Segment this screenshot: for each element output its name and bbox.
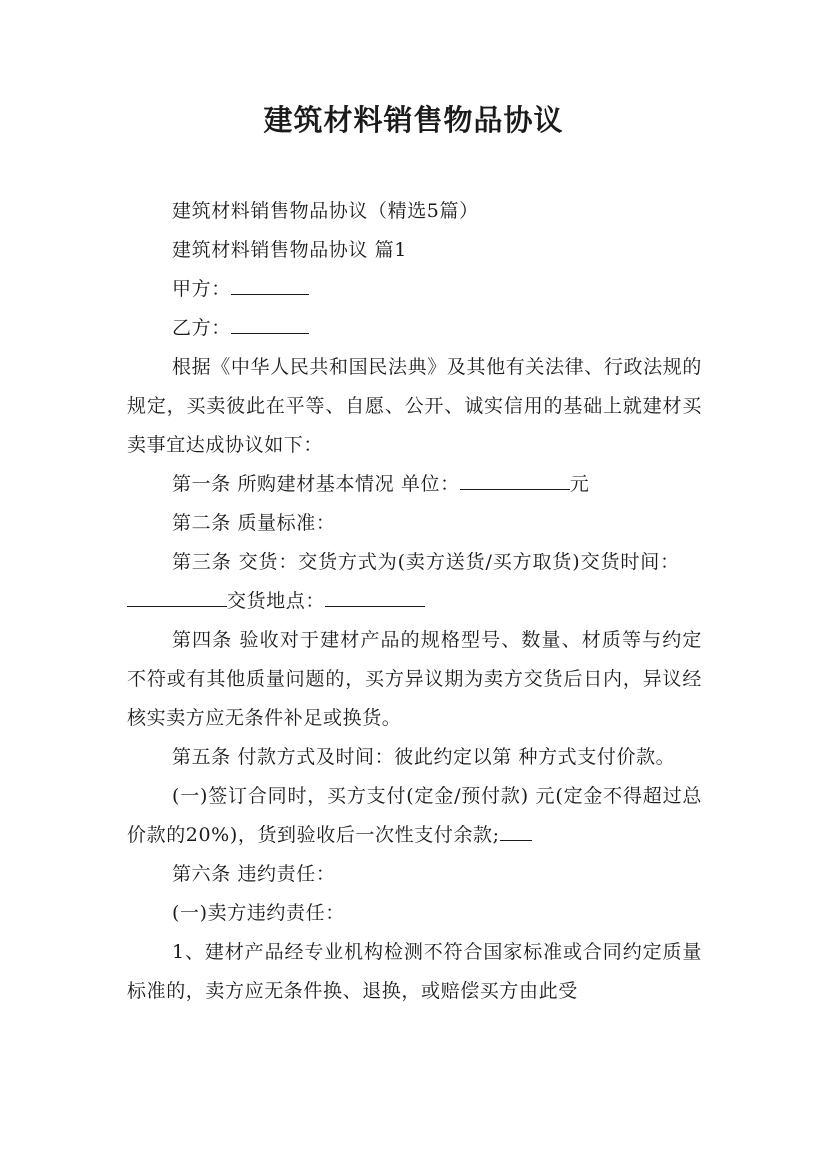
paragraph-article-1: [127, 465, 702, 504]
paragraph-party-a: [127, 270, 702, 309]
document-body: [127, 192, 702, 1011]
party-b-blank: [231, 313, 309, 334]
payment-1-text: (一)签订合同时，买方支付(定金/预付款) 元(定金不得超过总价款的20%)，货到验收后一次性支付余款;: [127, 785, 702, 846]
paragraph-legal-basis: 根据《中华人民共和国民法典》及其他有关法律、行政法规的规定，买卖彼此在平等、自愿、公开、诚实信用的基础上就建材买卖事宜达成协议如下：: [127, 356, 702, 456]
delivery-place-blank: [325, 586, 425, 607]
article-3-mid: 交货地点：: [227, 590, 326, 612]
paragraph-payment-1: [127, 777, 702, 855]
article-3-text: 第三条 交货：交货方式为(卖方送货/买方取货)交货时间：: [172, 551, 680, 573]
document-title: 建筑材料销售物品协议: [263, 103, 564, 137]
paragraph-article-3: [127, 543, 702, 621]
delivery-time-blank: [127, 586, 227, 607]
article-1-text: 第一条 所购建材基本情况 单位：: [172, 473, 460, 495]
paragraph-party-b: [127, 309, 702, 348]
article-1-suffix: 元: [569, 473, 590, 495]
paragraph-section-heading: 建筑材料销售物品协议 篇1: [172, 239, 407, 261]
paragraph-article-6: 第六条 违约责任：: [172, 863, 336, 885]
paragraph-subtitle: 建筑材料销售物品协议（精选5篇）: [172, 200, 479, 222]
paragraph-liability-1: 1、建材产品经专业机构检测不符合国家标准或合同约定质量标准的，卖方应无条件换、退换，或赔偿买方由此受: [127, 941, 702, 1002]
article-1-blank: [460, 469, 570, 490]
paragraph-article-2: 第二条 质量标准：: [172, 512, 336, 534]
party-a-blank: [231, 274, 309, 295]
party-a-label: 甲方：: [172, 278, 231, 300]
paragraph-seller-liability: (一)卖方违约责任：: [172, 902, 345, 924]
payment-1-blank: [500, 820, 532, 841]
paragraph-article-5: 第五条 付款方式及时间：彼此约定以第 种方式支付价款。: [172, 746, 676, 768]
party-b-label: 乙方：: [172, 317, 231, 339]
paragraph-article-4: 第四条 验收对于建材产品的规格型号、数量、材质等与约定不符或有其他质量问题的，买方异议期为卖方交货后日内，异议经核实卖方应无条件补足或换货。: [127, 629, 702, 729]
